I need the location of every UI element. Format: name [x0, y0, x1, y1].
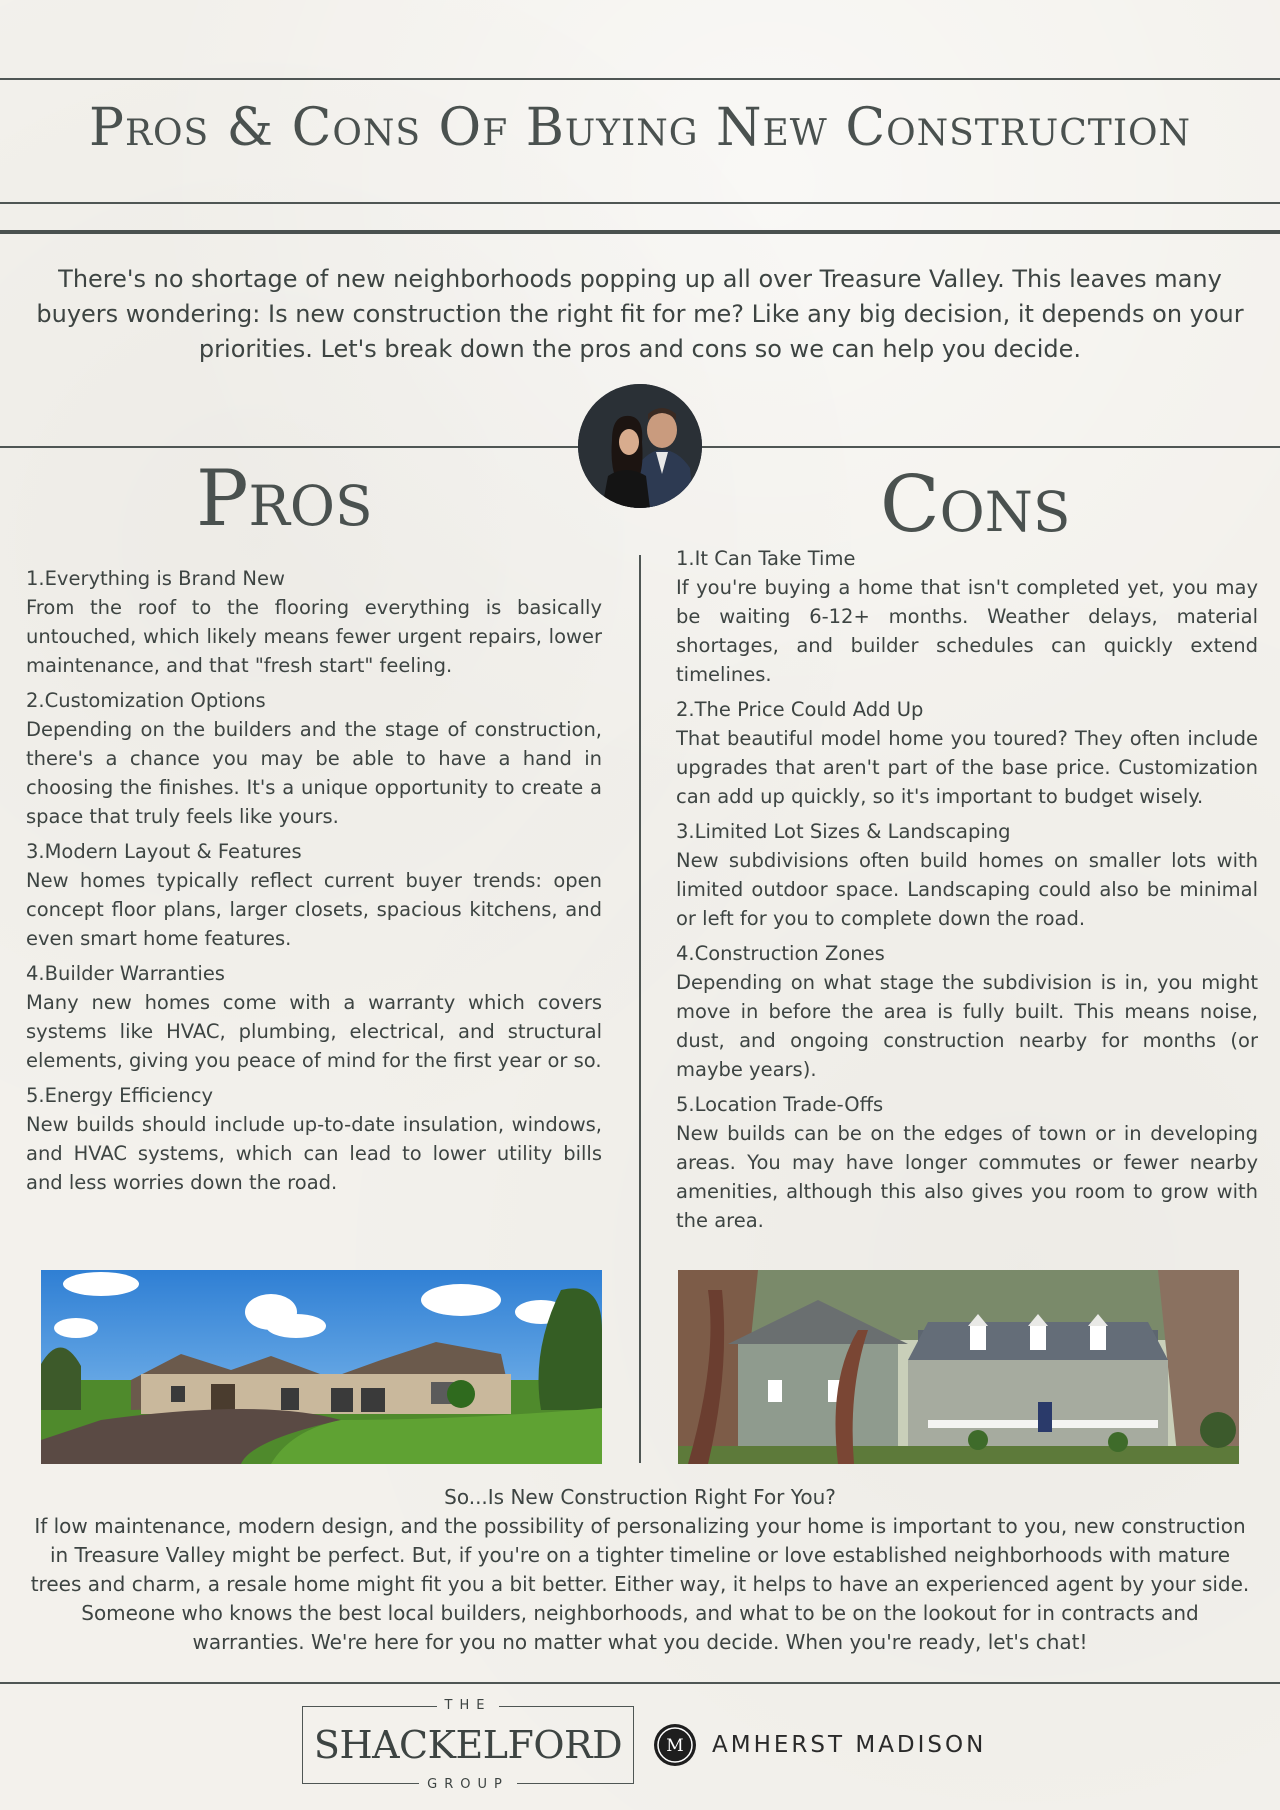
logo-name-text: SHACKELFORD — [313, 1723, 623, 1767]
agents-photo — [578, 384, 702, 508]
page-title: Pros & Cons Of Buying New Construction — [88, 98, 1192, 158]
cons-item-title: 4.Construction Zones — [676, 942, 885, 965]
pros-item — [26, 1081, 602, 1197]
cons-item-body: If you're buying a home that isn't completed yet, you may be waiting 6-12+ months. Weather delays, material shortages, and builder schedules can quickly extend timelines. — [676, 576, 1258, 686]
amherst-madison-mark: M — [666, 1736, 684, 1756]
cons-item-body: Depending on what stage the subdivision is in, you might move in before the area is fully built. This means noise, dust, and ongoing construction nearby for months (or maybe years). — [676, 971, 1258, 1081]
header-rule-2 — [0, 230, 1280, 234]
pros-item — [26, 959, 602, 1075]
closing-title: So...Is New Construction Right For You? — [444, 1485, 836, 1509]
resale-home-photo — [678, 1270, 1239, 1464]
cons-item — [676, 817, 1258, 933]
logo-group-text: GROUP — [303, 1777, 633, 1792]
pros-item — [26, 686, 602, 831]
footer-rule — [0, 1682, 1280, 1684]
logo-the-text: THE — [303, 1698, 633, 1713]
pros-item-title: 1.Everything is Brand New — [26, 567, 285, 590]
cons-item — [676, 1090, 1258, 1235]
cons-item — [676, 695, 1258, 811]
cons-item — [676, 939, 1258, 1084]
cons-item-body: New builds can be on the edges of town or in developing areas. You may have longer commutes or fewer nearby amenities, although this also gives you room to grow with the area. — [676, 1122, 1258, 1232]
cons-item-body: New subdivisions often build homes on smaller lots with limited outdoor space. Landscaping could also be minimal or left for you to complete down the road. — [676, 849, 1258, 930]
pros-item-title: 4.Builder Warranties — [26, 962, 225, 985]
brokerage-name: AMHERST MADISON — [712, 1732, 987, 1758]
cons-item-body: That beautiful model home you toured? They often include upgrades that aren't part of the base price. Customization can add up quickly, so it's important to budget wisely. — [676, 727, 1258, 808]
cons-item — [676, 544, 1258, 689]
pros-item-title: 2.Customization Options — [26, 689, 266, 712]
pros-item-title: 5.Energy Efficiency — [26, 1084, 214, 1107]
closing-paragraph: If low maintenance, modern design, and the possibility of personalizing your home is important to you, new construction in Treasure Valley might be perfect. But, if you're on a tighter timeline or love established neighborhoods with mature trees and charm, a resale home might fit you a bit better. Either way, it helps to have an experienced agent by your side. Someone who knows the best local builders, neighborhoods, and what to be on the lookout for in contracts and warranties. We're here for you no matter what you decide. When you're ready, let's chat! — [30, 1514, 1250, 1654]
column-divider — [639, 555, 641, 1463]
header-rule-1 — [0, 202, 1280, 204]
header-top-rule — [0, 78, 1280, 80]
pros-item-body: Many new homes come with a warranty which covers systems like HVAC, plumbing, electrical, and structural elements, giving you peace of mind for the first year or so. — [26, 991, 602, 1072]
shackelford-group-logo — [302, 1698, 634, 1792]
pros-item-body: Depending on the builders and the stage of construction, there's a chance you may be able to have a hand in choosing the finishes. It's a unique opportunity to create a space that truly feels like yours. — [26, 718, 602, 828]
cons-item-title: 2.The Price Could Add Up — [676, 698, 924, 721]
pros-list — [26, 564, 602, 1203]
pros-item-title: 3.Modern Layout & Features — [26, 840, 302, 863]
intro-paragraph: There's no shortage of new neighborhoods popping up all over Treasure Valley. This leaves many buyers wondering: Is new construction the right fit for me? Like any big decision, it depends on your priorities. Let's break down the pros and cons so we can help you decide. — [36, 265, 1244, 363]
pros-item — [26, 837, 602, 953]
pros-item — [26, 564, 602, 680]
cons-heading: Cons — [880, 460, 1071, 550]
new-construction-home-photo — [41, 1270, 602, 1464]
amherst-madison-icon — [654, 1724, 696, 1766]
pros-item-body: From the roof to the flooring everything is basically untouched, which likely means fewer urgent repairs, lower maintenance, and that "fresh start" feeling. — [26, 596, 602, 677]
cons-list — [676, 544, 1258, 1241]
cons-item-title: 5.Location Trade-Offs — [676, 1093, 884, 1116]
pros-item-body: New homes typically reflect current buyer trends: open concept floor plans, larger closets, spacious kitchens, and even smart home features. — [26, 869, 602, 950]
pros-heading: Pros — [196, 454, 373, 544]
cons-item-title: 3.Limited Lot Sizes & Landscaping — [676, 820, 1011, 843]
cons-item-title: 1.It Can Take Time — [676, 547, 856, 570]
pros-item-body: New builds should include up-to-date insulation, windows, and HVAC systems, which can lead to lower utility bills and less worries down the road. — [26, 1113, 602, 1194]
